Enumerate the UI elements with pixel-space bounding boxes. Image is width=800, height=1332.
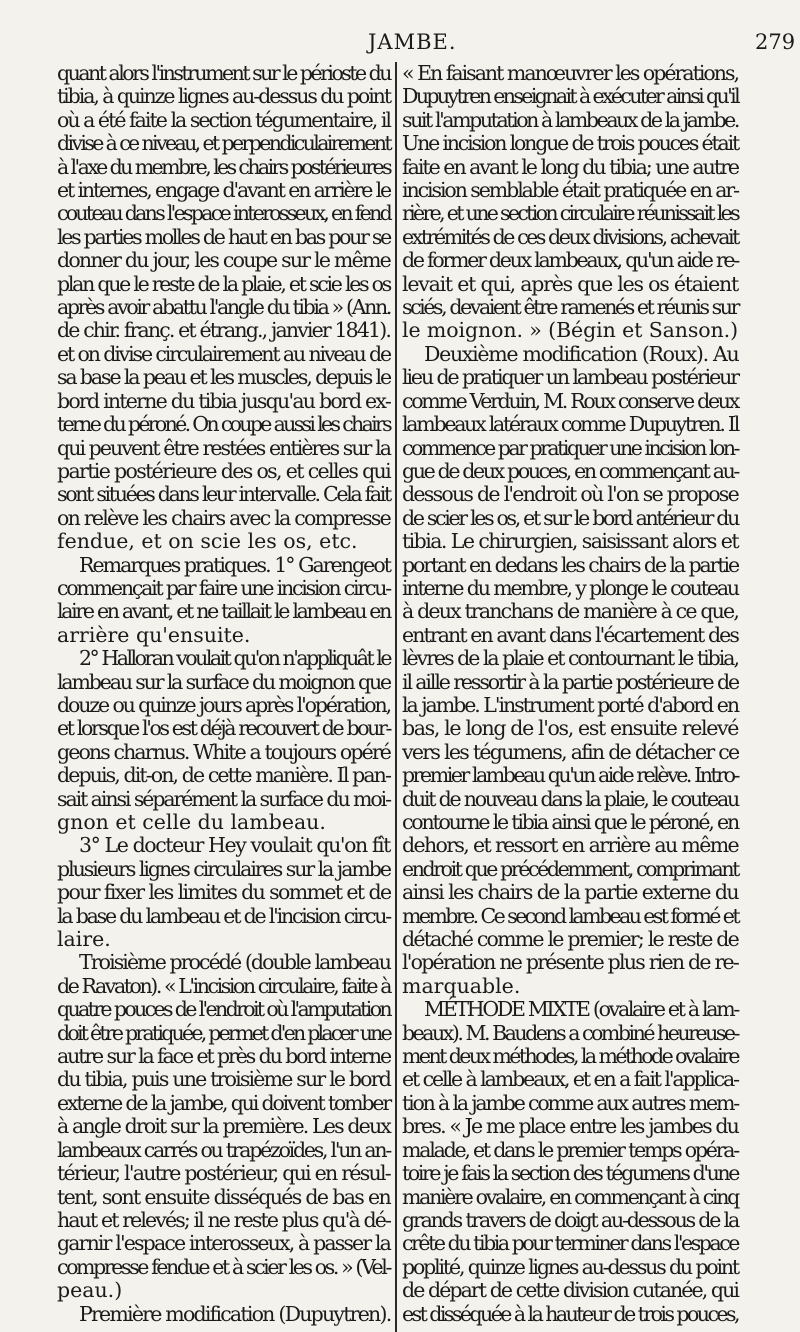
text-line: terne du péroné. On coupe aussi les chairs (57, 412, 390, 437)
text-line: duit de nouveau dans la plaie, le couteau (402, 786, 738, 811)
text-line: vers les tégumens, afin de détacher ce (402, 739, 739, 764)
text-line: portant en dedans les chairs de la partie (402, 552, 739, 577)
text-line: marquable. (402, 973, 521, 998)
text-line: tibia. Le chirurgien, saisissant alors et (402, 529, 738, 554)
text-line: haut et relevés; il ne reste plus qu'à dé- (57, 1207, 390, 1232)
text-line: commençait par faire une incision circu- (57, 575, 391, 600)
text-line: térieur, l'autre postérieur, qui en résul- (57, 1161, 391, 1186)
text-line: doit être pratiquée, permet d'en placer une (57, 1020, 391, 1045)
text-line: et on divise circulairement au niveau de (57, 341, 391, 366)
text-line: beaux). M. Baudens a combiné heureuse- (402, 1020, 739, 1045)
text-line: lèvres de la plaie et contournant le tibia, (402, 646, 739, 671)
text-line: suit l'amputation à lambeaux de la jambe. (402, 107, 738, 132)
text-line: de Ravaton). « L'incision circulaire, faite à (57, 973, 390, 998)
text-line: lambeau sur la surface du moignon que (57, 669, 391, 694)
text-line: laire en avant, et ne taillait le lambeau en (57, 599, 391, 624)
text-line: à l'axe du membre, les chairs postérieures (57, 154, 390, 179)
text-line: tent, sont ensuite disséqués de bas en (57, 1184, 390, 1209)
text-line: détaché comme le premier; le reste de (402, 927, 738, 952)
text-line: et celle à lambeaux, et en a fait l'applica- (402, 1067, 738, 1092)
text-line: quant alors l'instrument sur le périoste du (57, 61, 391, 85)
right-text-column (402, 62, 738, 1326)
text-line: du tibia, puis une troisième sur le bord (57, 1067, 391, 1092)
text-line: gue de deux pouces, en commençant au- (402, 458, 738, 483)
text-line: malade, et dans le premier temps opéra- (402, 1137, 738, 1162)
text-line: la base du lambeau et de l'incision circu- (57, 903, 390, 928)
text-line: incision semblable était pratiquée en ar- (402, 178, 738, 203)
text-line: levait et qui, après que les os étaient (402, 271, 738, 296)
text-line: externe de la jambe, qui doivent tomber (57, 1090, 391, 1115)
text-line: couteau dans l'espace interosseux, en fend (57, 201, 390, 226)
text-line: ainsi les chairs de la partie externe du (402, 880, 739, 905)
text-line: donner du jour, les coupe sur le même (57, 248, 390, 273)
text-line: commence par pratiquer une incision lon- (402, 435, 738, 460)
text-line: comme Verduin, M. Roux conserve deux (402, 388, 738, 413)
running-title: JAMBE. (368, 30, 457, 54)
text-line: bres. « Je me place entre les jambes du (402, 1114, 738, 1139)
text-line: de scier les os, et sur le bord antérieur du (402, 505, 739, 530)
text-line: l'opération ne présente plus rien de re- (402, 950, 738, 975)
text-line: arrière qu'ensuite. (57, 622, 251, 647)
text-line: et internes, engage d'avant en arrière le (57, 178, 391, 203)
text-line: divise à ce niveau, et perpendiculairement (57, 131, 390, 156)
text-line: douze ou quinze jours après l'opération, (57, 692, 390, 717)
text-line: à angle droit sur la première. Les deux (57, 1114, 391, 1139)
text-line: premier lambeau qu'un aide relève. Intro- (402, 763, 738, 788)
text-line: laire. (57, 927, 111, 952)
text-line: ment deux méthodes, la méthode ovalaire (402, 1044, 738, 1069)
text-line: Deuxième modification (Roux). Au (424, 341, 739, 366)
text-line: dehors, et ressort en arrière au même (402, 833, 738, 858)
text-line: gnon et celle du lambeau. (57, 810, 326, 834)
text-line: bord interne du tibia jusqu'au bord ex- (57, 388, 391, 413)
text-line: la jambe. L'instrument porté d'abord en (402, 692, 739, 717)
text-line: poplité, quinze lignes au-dessus du point (402, 1254, 738, 1279)
text-line: tibia, à quinze lignes au-dessus du point (57, 84, 390, 109)
text-line: lambeaux carrés ou trapézoïdes, l'un an- (57, 1137, 390, 1162)
text-line: 2° Halloran voulait qu'on n'appliquât le (79, 646, 390, 671)
text-line: on relève les chairs avec la compresse (57, 505, 390, 530)
text-line: pour fixer les limites du sommet et de (57, 880, 391, 905)
text-line: peau.) (57, 1278, 123, 1303)
text-line: sciés, devaient être ramenés et réunis sur (402, 295, 738, 320)
text-line: Une incision longue de trois pouces était (402, 131, 739, 156)
text-line: plusieurs lignes circulaires sur la jambe (57, 856, 390, 881)
text-line: à deux tranchans de manière à ce que, (402, 599, 739, 624)
text-line: toire je fais la section des tégumens d'une (402, 1161, 738, 1186)
column-divider (395, 62, 397, 1332)
text-line: faite en avant le long du tibia; une autre (402, 154, 739, 179)
text-line: interne du membre, y plonge le couteau (402, 575, 739, 600)
text-line: sait ainsi séparément la surface du moi- (57, 786, 390, 811)
text-line: et lorsque l'os est déjà recouvert de bour- (57, 716, 391, 741)
text-line: bas, le long de l'os, est ensuite relevé (402, 716, 738, 741)
text-line: geons charnus. White a toujours opéré (57, 739, 390, 764)
text-line: autre sur la face et près du bord interne (57, 1044, 390, 1069)
text-line: contourne le tibia ainsi que le péroné, en (402, 810, 738, 834)
text-line: il aille ressortir à la partie postérieure de (402, 669, 738, 694)
text-line: garnir l'espace interosseux, à passer la (57, 1231, 390, 1256)
text-line: après avoir abattu l'angle du tibia » (Ann. (57, 295, 390, 320)
text-line: rière, et une section circulaire réunissait les (402, 201, 738, 226)
text-line: MÉTHODE MIXTE (ovalaire et à lam- (424, 997, 738, 1022)
text-line: Première modification (Dupuytren). (79, 1301, 391, 1326)
text-line: grands travers de doigt au-dessous de la (402, 1207, 739, 1232)
text-line: lambeaux latéraux comme Dupuytren. Il (402, 412, 738, 437)
text-line: est disséquée à la hauteur de trois pouces, (402, 1301, 738, 1326)
text-line: quatre pouces de l'endroit où l'amputation (57, 997, 391, 1022)
text-line: Remarques pratiques. 1° Garengeot (79, 552, 391, 577)
text-line: les parties molles de haut en bas pour se (57, 224, 391, 249)
text-line: Dupuytren enseignait à exécuter ainsi qu'il (402, 84, 739, 109)
text-line: endroit que précédemment, comprimant (402, 856, 738, 881)
text-line: membre. Ce second lambeau est formé et (402, 903, 738, 928)
text-line: depuis, dit-on, de cette manière. Il pan- (57, 763, 391, 788)
left-text-column (57, 62, 390, 1326)
text-line: « En faisant manœuvrer les opérations, (402, 61, 738, 85)
text-line: sa base la peau et les muscles, depuis le (57, 365, 390, 390)
text-line: fendue, et on scie les os, etc. (57, 529, 358, 554)
text-line: extrémités de ces deux divisions, achevait (402, 224, 738, 249)
text-line: compresse fendue et à scier les os. » (Vel- (57, 1254, 390, 1279)
text-line: entrant en avant dans l'écartement des (402, 622, 739, 647)
page-number: 279 (755, 30, 796, 54)
text-line: lieu de pratiquer un lambeau postérieur (402, 365, 739, 390)
text-line: partie postérieure des os, et celles qui (57, 458, 391, 483)
text-line: de former deux lambeaux, qu'un aide re- (402, 248, 738, 273)
text-line: manière ovalaire, en commençant à cinq (402, 1184, 738, 1209)
text-line: crête du tibia pour terminer dans l'espace (402, 1231, 738, 1256)
text-line: le moignon. » (Bégin et Sanson.) (402, 318, 738, 343)
text-line: sont situées dans leur intervalle. Cela fait (57, 482, 390, 507)
text-line: de départ de cette division cutanée, qui (402, 1278, 738, 1303)
text-line: tion à la jambe comme aux autres mem- (402, 1090, 738, 1115)
text-line: plan que le reste de la plaie, et scie les os (57, 271, 390, 296)
text-line: 3° Le docteur Hey voulait qu'on fît (79, 833, 391, 858)
text-line: Troisième procédé (double lambeau (79, 950, 390, 975)
text-line: dessous de l'endroit où l'on se propose (402, 482, 738, 507)
text-line: où a été faite la section tégumentaire, il (57, 107, 391, 132)
page-header (0, 26, 800, 58)
text-line: qui peuvent être restées entières sur la (57, 435, 390, 460)
text-line: de chir. franç. et étrang., janvier 1841). (57, 318, 391, 343)
